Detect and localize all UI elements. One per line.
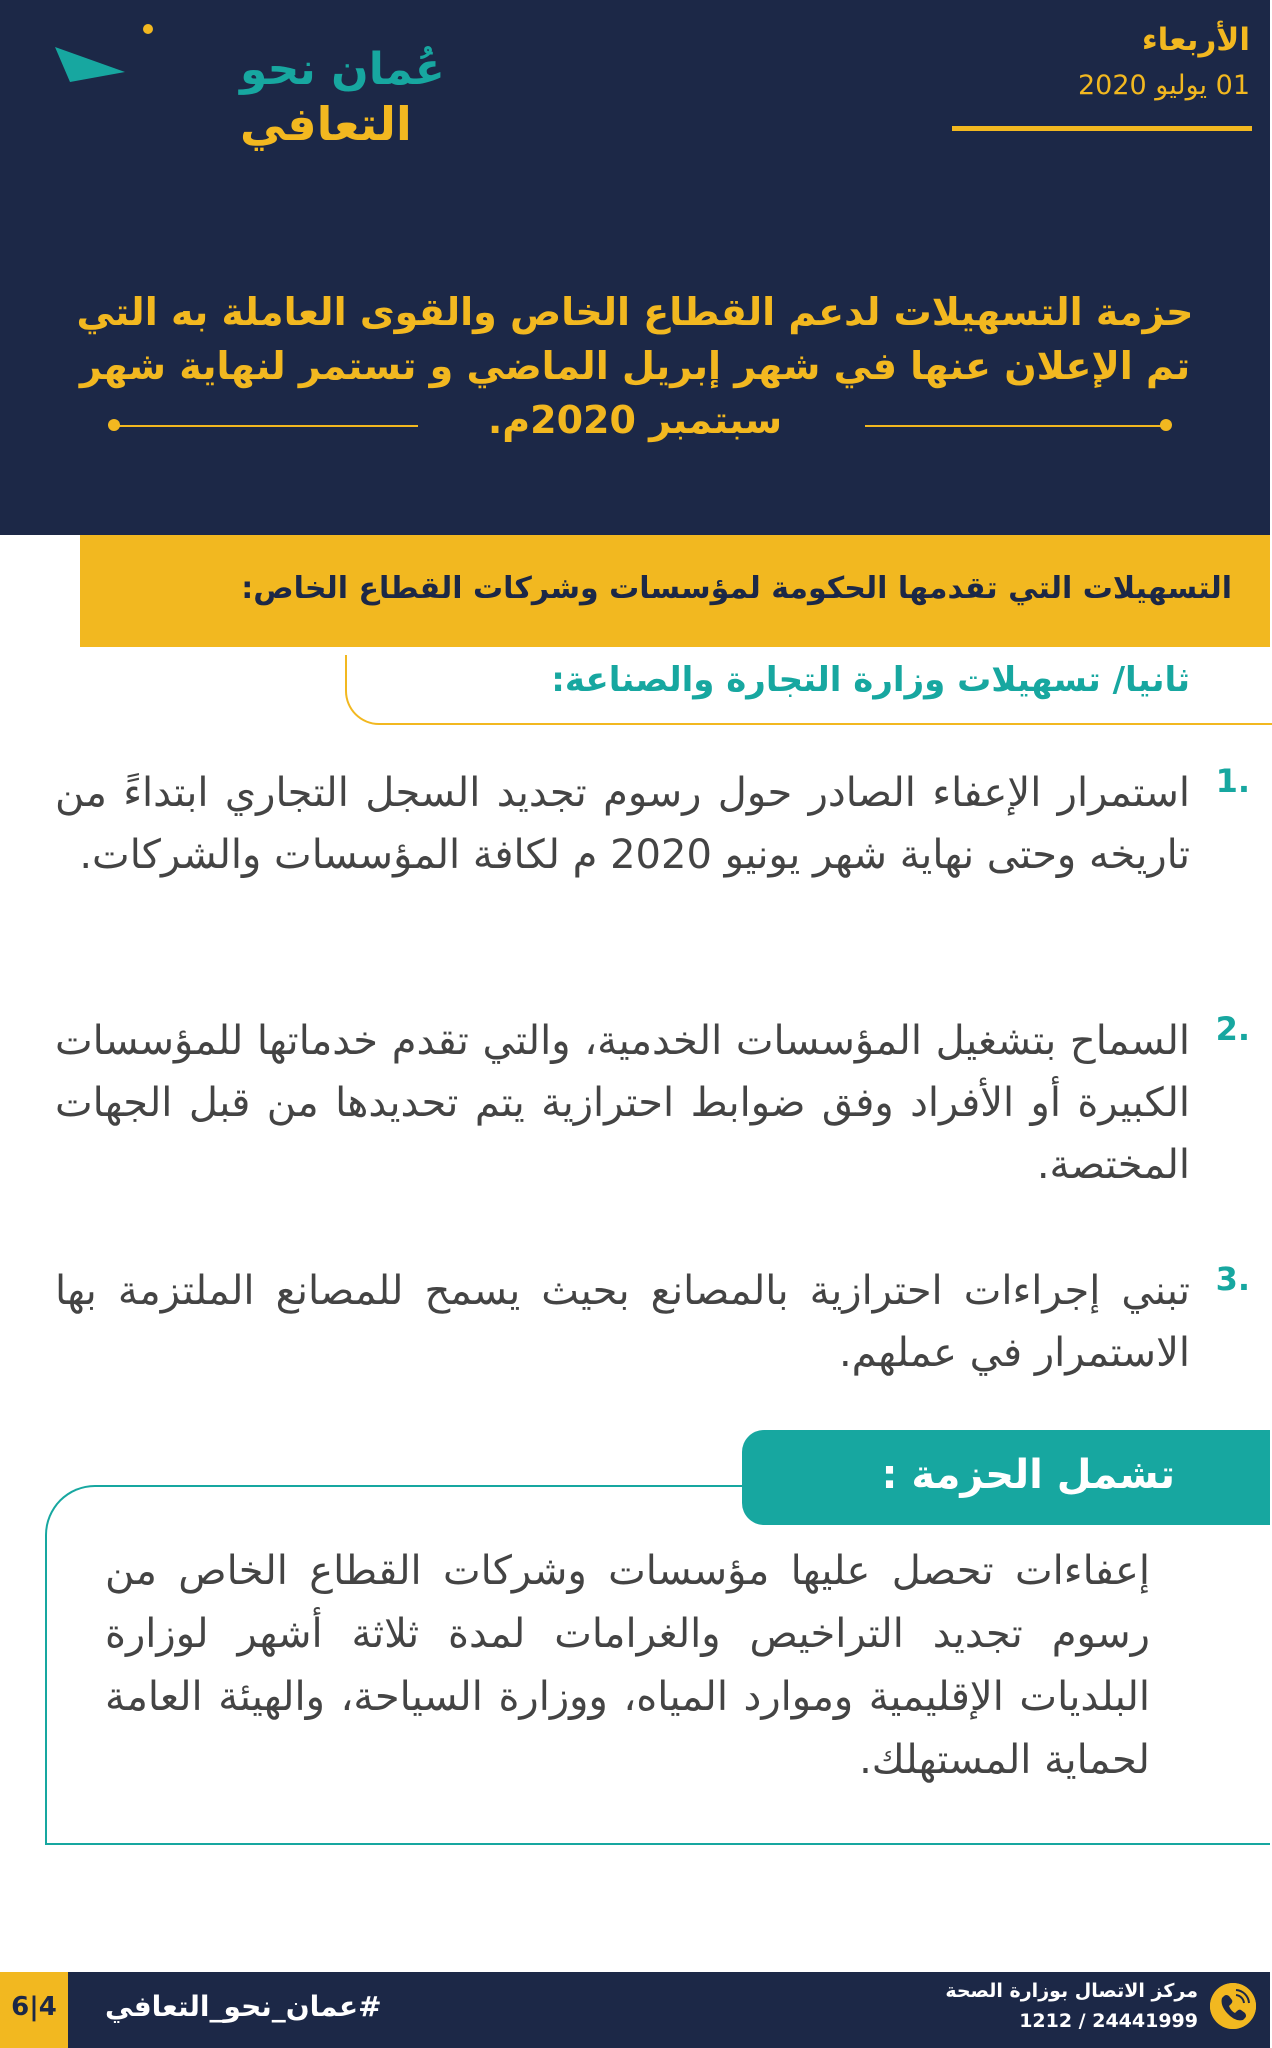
package-title: تشمل الحزمة :	[881, 1452, 1175, 1498]
logo	[50, 22, 445, 152]
banner-text: التسهيلات التي تقدمها الحكومة لمؤسسات وشركات القطاع الخاص:	[241, 571, 1232, 606]
section-title: ثانيا/ تسهيلات وزارة التجارة والصناعة:	[551, 660, 1190, 700]
call-center-number: 1212 / 24441999	[1019, 2010, 1198, 2032]
call-center-label: مركز الاتصال بوزارة الصحة	[945, 1980, 1198, 2002]
headline: حزمة التسهيلات لدعم القطاع الخاص والقوى العاملة به التي تم الإعلان عنها في شهر إبريل الماضي و تستمر لنهاية شهر سبتمبر 2020م.	[76, 290, 1194, 442]
package-text: إعفاءات تحصل عليها مؤسسات وشركات القطاع الخاص من رسوم تجديد التراخيص والغرامات لمدة ثلاثة أشهر لوزارة البلديات الإقليمية وموارد المياه، ووزارة السياحة، والهيئة العامة لحماية المستهلك.	[105, 1548, 1150, 1783]
decor-dot-right	[1160, 419, 1172, 431]
item-number: 3.	[1215, 1260, 1250, 1298]
list-item: استمرار الإعفاء الصادر حول رسوم تجديد السجل التجاري ابتداءً من تاريخه وحتى نهاية شهر يونيو 2020 م لكافة المؤسسات والشركات.	[55, 770, 1190, 878]
date-label: 01 يوليو 2020	[1077, 70, 1250, 101]
logo-text-2: التعافي	[240, 97, 412, 151]
day-label: الأربعاء	[1141, 22, 1250, 58]
date-underline	[952, 126, 1252, 131]
list-item: تبني إجراءات احترازية بالمصانع بحيث يسمح للمصانع الملتزمة بها الاستمرار في عملهم.	[55, 1268, 1190, 1376]
decor-line-left	[118, 425, 418, 427]
item-number: 2.	[1215, 1010, 1250, 1048]
banner	[80, 535, 1270, 647]
item-number: 1.	[1215, 762, 1250, 800]
list-item: السماح بتشغيل المؤسسات الخدمية، والتي تقدم خدماتها للمؤسسات الكبيرة أو الأفراد وفق ضوابط احترازية يتم تحديدها من قبل الجهات المختصة.	[55, 1018, 1190, 1188]
logo-arrow-shape	[55, 47, 125, 82]
decor-line-right	[865, 425, 1165, 427]
page-number: 6|4	[11, 1992, 57, 2022]
phone-icon	[1210, 1983, 1256, 2029]
hashtag: #عمان_نحو_التعافي	[105, 1990, 382, 2023]
logo-dot	[143, 24, 153, 34]
logo-text-1: عُمان نحو	[240, 44, 445, 95]
